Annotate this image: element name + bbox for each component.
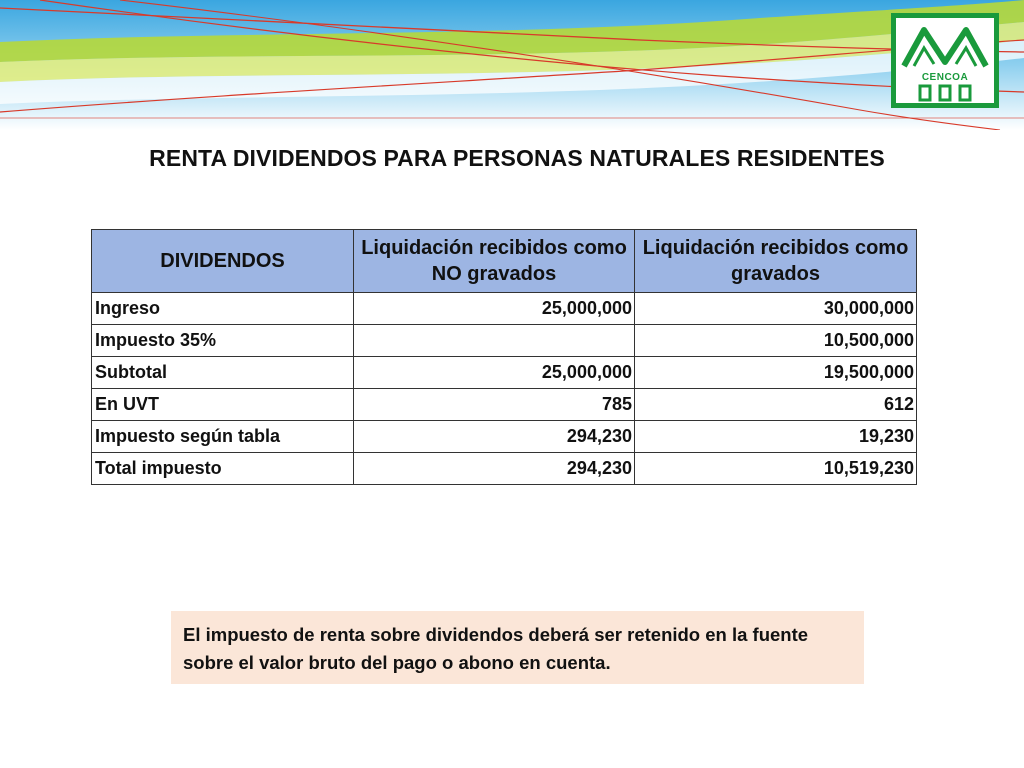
note-box <box>171 611 864 684</box>
cell-gravados: 19,500,000 <box>635 357 917 389</box>
row-label: Impuesto según tabla <box>92 421 354 453</box>
cell-gravados: 10,519,230 <box>635 453 917 485</box>
cell-gravados: 30,000,000 <box>635 293 917 325</box>
logo-text: CENCOA <box>921 72 969 83</box>
row-label: Total impuesto <box>92 453 354 485</box>
note-text: El impuesto de renta sobre dividendos deberá ser retenido en la fuente sobre el valor bruto del pago o abono en cuenta. <box>183 624 809 673</box>
table-header-row <box>92 230 917 293</box>
cell-gravados: 612 <box>635 389 917 421</box>
cell-no-gravados: 294,230 <box>354 421 635 453</box>
cell-no-gravados: 25,000,000 <box>354 357 635 389</box>
page-title: RENTA DIVIDENDOS PARA PERSONAS NATURALES RESIDENTES <box>149 145 885 171</box>
table-row <box>92 325 917 357</box>
table-row <box>92 421 917 453</box>
row-label: Ingreso <box>92 293 354 325</box>
row-label: En UVT <box>92 389 354 421</box>
header-no-gravados: Liquidación recibidos como NO gravados <box>354 230 635 293</box>
cell-no-gravados: 294,230 <box>354 453 635 485</box>
table-row <box>92 453 917 485</box>
cell-no-gravados <box>354 325 635 357</box>
table-row <box>92 293 917 325</box>
header-dividendos: DIVIDENDOS <box>92 230 354 293</box>
cencoa-logo <box>891 13 999 108</box>
cell-no-gravados: 25,000,000 <box>354 293 635 325</box>
row-label: Subtotal <box>92 357 354 389</box>
dividends-table <box>91 229 917 485</box>
cell-no-gravados: 785 <box>354 389 635 421</box>
header-gravados: Liquidación recibidos como gravados <box>635 230 917 293</box>
row-label: Impuesto 35% <box>92 325 354 357</box>
mountain-logo-icon <box>896 18 994 103</box>
cell-gravados: 10,500,000 <box>635 325 917 357</box>
table-row <box>92 389 917 421</box>
cell-gravados: 19,230 <box>635 421 917 453</box>
table-row <box>92 357 917 389</box>
header-banner <box>0 0 1024 130</box>
